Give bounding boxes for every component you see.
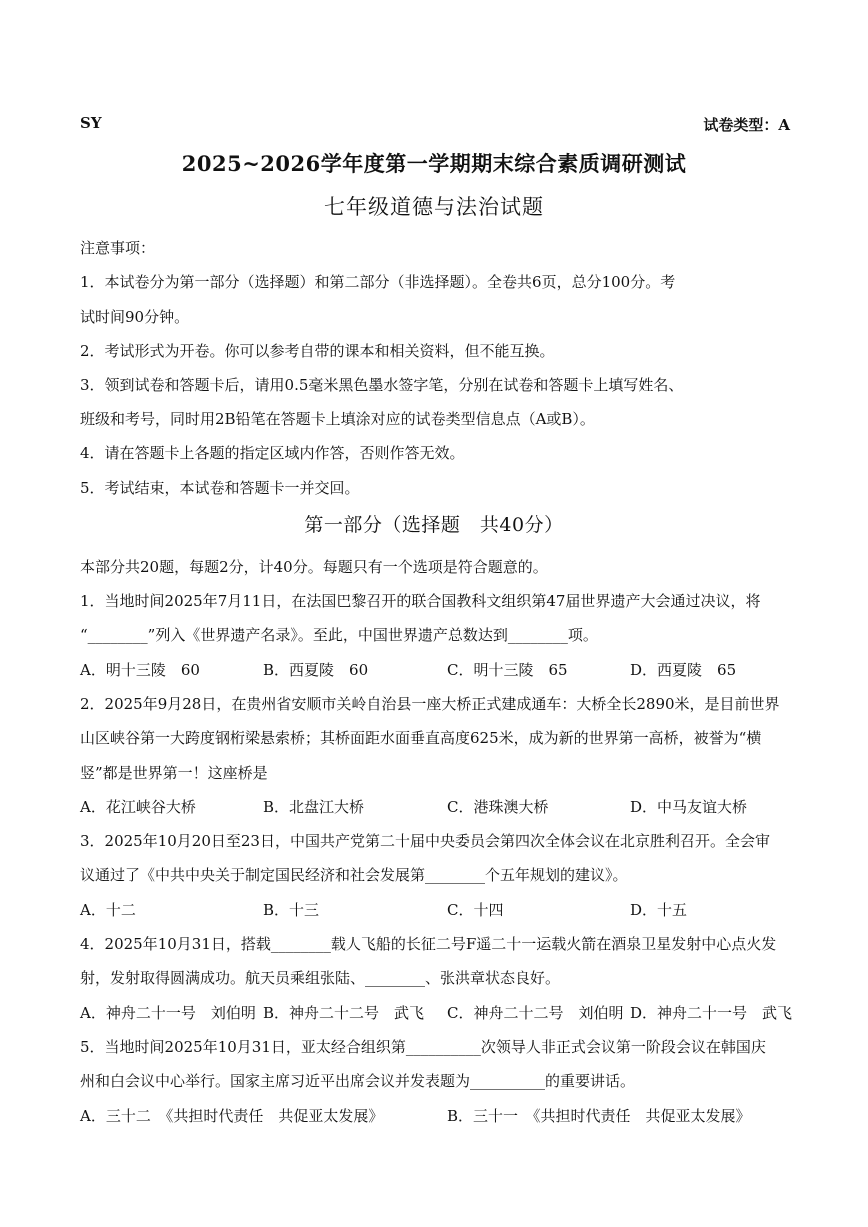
question-text: “________”列入《世界遗产名录》。至此，中国世界遗产总数达到________项。 (80, 626, 598, 644)
notice-line: 班级和考号，同时用2B铅笔在答题卡上填涂对应的试卷类型信息点（A或B）。 (80, 410, 595, 428)
option-b: B．北盘江大桥 (263, 798, 365, 816)
option-b: B．神舟二十二号 武飞 (263, 1004, 425, 1022)
option-c: C．神舟二十二号 刘伯明 (447, 1004, 624, 1022)
option-c: C．港珠澳大桥 (447, 798, 549, 816)
option-b: B．十三 (263, 901, 320, 919)
notice-line: 3．领到试卷和答题卡后，请用0.5毫米黑色墨水签字笔，分别在试卷和答题卡上填写姓名、 (80, 376, 684, 394)
notice-line: 2．考试形式为开卷。你可以参考自带的课本和相关资料，但不能互换。 (80, 342, 555, 360)
option-a: A．三十二 《共担时代责任 共促亚太发展》 (80, 1107, 384, 1125)
question-text: 州和白会议中心举行。国家主席习近平出席会议并发表题为__________的重要讲话。 (80, 1072, 636, 1090)
question-text: 议通过了《中共中央关于制定国民经济和社会发展第________个五年规划的建议》。 (80, 866, 628, 884)
question-text: 射，发射取得圆满成功。航天员乘组张陆、________、张洪章状态良好。 (80, 969, 561, 987)
question-text: 4．2025年10月31日，搭载________载人飞船的长征二号F遥二十一运载火箭在酒泉卫星发射中心点火发 (80, 935, 777, 953)
question-text: 竖”都是世界第一！这座桥是 (80, 764, 268, 782)
notice-line: 4．请在答题卡上各题的指定区域内作答，否则作答无效。 (80, 444, 465, 462)
exam-subject: 七年级道德与法治试题 (324, 195, 544, 219)
exam-title: 2025~2026学年度第一学期期末综合素质调研测试 (181, 151, 687, 176)
notice-heading: 注意事项： (80, 239, 156, 257)
option-a: A．神舟二十一号 刘伯明 (80, 1004, 256, 1022)
question-text: 3．2025年10月20日至23日，中国共产党第二十届中央委员会第四次全体会议在北京胜利召开。全会审 (80, 832, 770, 850)
option-c: C．明十三陵 65 (447, 661, 568, 679)
section-title: 第一部分（选择题 共40分） (304, 514, 564, 536)
notice-line: 5．考试结束，本试卷和答题卡一并交回。 (80, 479, 360, 497)
section-intro: 本部分共20题，每题2分，计40分。每题只有一个选项是符合题意的。 (80, 558, 548, 576)
option-d: D．西夏陵 65 (630, 661, 737, 679)
option-d: D．中马友谊大桥 (630, 798, 748, 816)
option-a: A．十二 (80, 901, 136, 919)
paper-code: SY (80, 114, 102, 132)
question-text: 山区峡谷第一大跨度钢桁梁悬索桥；其桥面距水面垂直高度625米，成为新的世界第一高桥，被誉为“横 (80, 729, 762, 747)
option-b: B．三十一 《共担时代责任 共促亚太发展》 (447, 1107, 751, 1125)
notice-line: 1．本试卷分为第一部分（选择题）和第二部分（非选择题）。全卷共6页，总分100分。考 (80, 273, 676, 291)
option-d: D．十五 (630, 901, 688, 919)
question-text: 5．当地时间2025年10月31日，亚太经合组织第__________次领导人非正式会议第一阶段会议在韩国庆 (80, 1038, 766, 1056)
option-a: A．明十三陵 60 (80, 661, 200, 679)
notice-line: 试时间90分钟。 (80, 308, 190, 326)
question-text: 1．当地时间2025年7月11日，在法国巴黎召开的联合国教科文组织第47届世界遗产大会通过决议，将 (80, 592, 761, 610)
option-d: D．神舟二十一号 武飞 (630, 1004, 793, 1022)
option-c: C．十四 (447, 901, 504, 919)
question-text: 2．2025年9月28日，在贵州省安顺市关岭自治县一座大桥正式建成通车：大桥全长2890米，是目前世界 (80, 695, 780, 713)
paper-type: 试卷类型：A (703, 116, 790, 134)
option-a: A．花江峡谷大桥 (80, 798, 196, 816)
option-b: B．西夏陵 60 (263, 661, 369, 679)
